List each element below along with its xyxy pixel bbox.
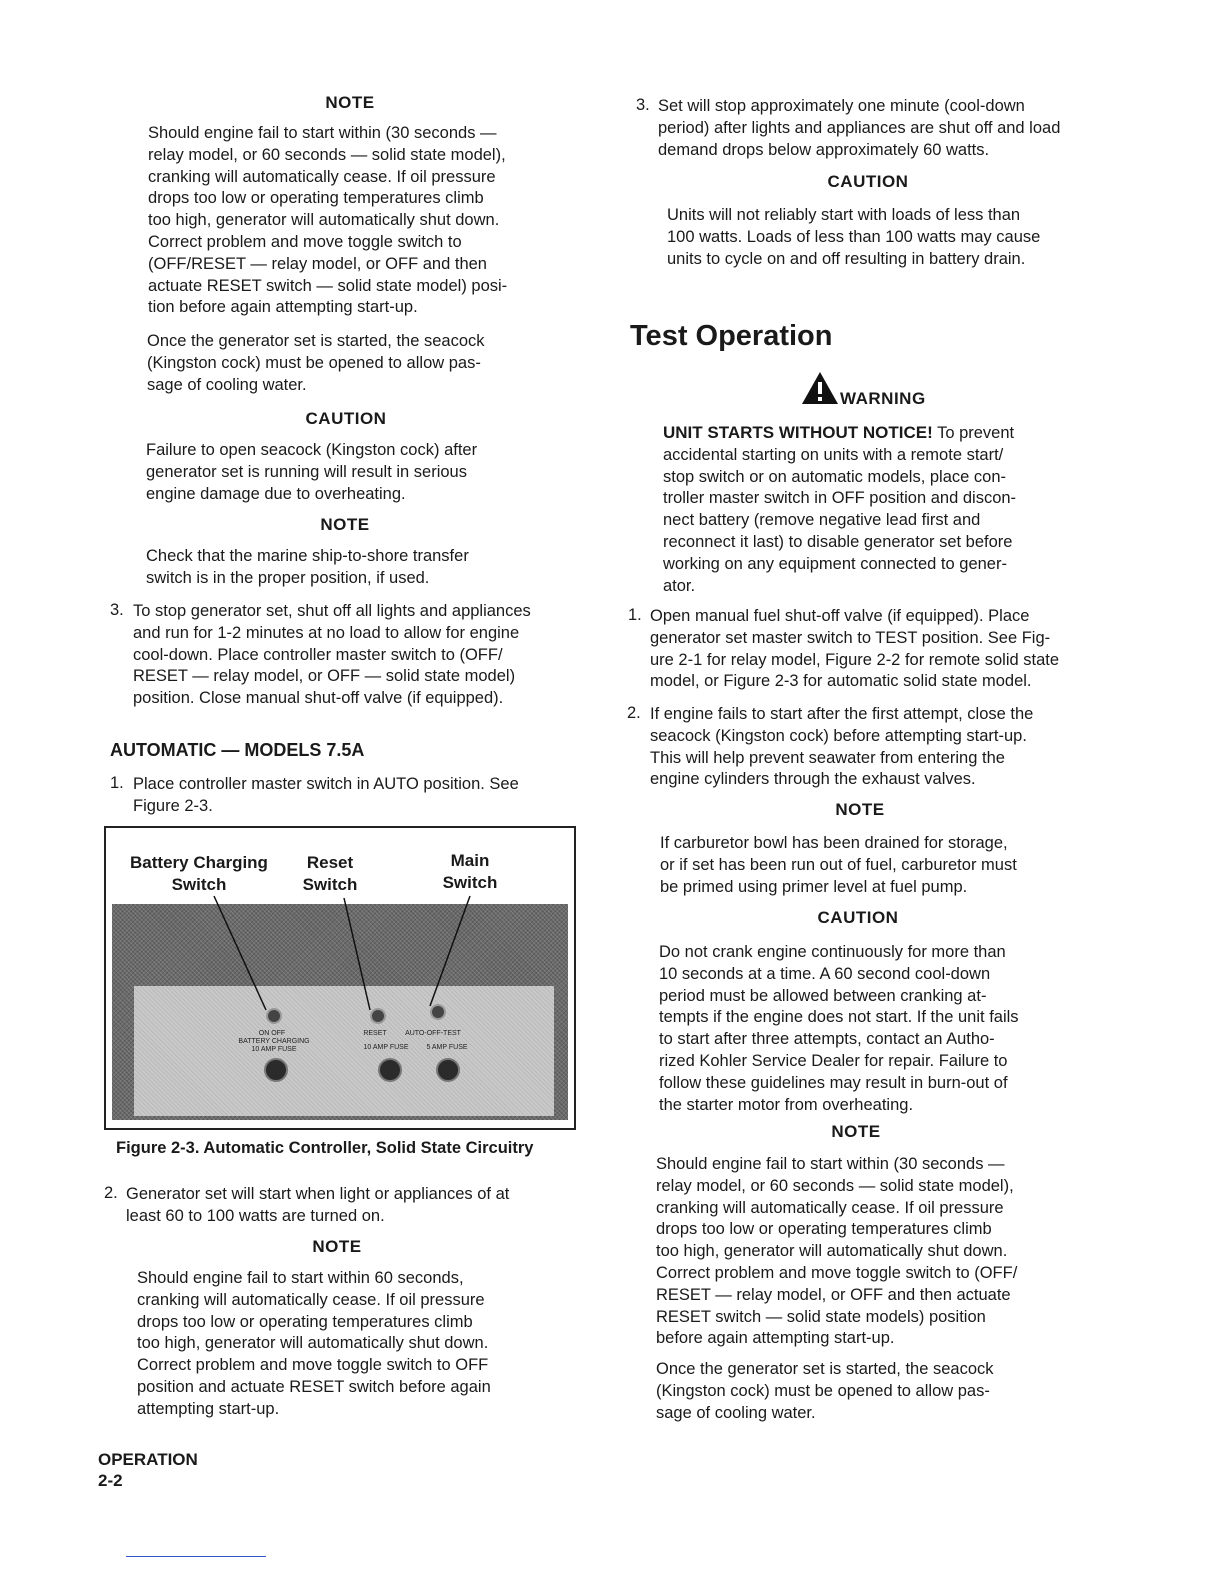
panel-label-auto: AUTO-OFF-TEST — [405, 1030, 461, 1037]
step-number: 1. — [628, 606, 642, 624]
section-title: Test Operation — [630, 320, 833, 352]
figure-caption: Figure 2-3. Automatic Controller, Solid State Circuitry — [116, 1139, 534, 1157]
warning-lead: UNIT STARTS WITHOUT NOTICE! — [663, 423, 933, 442]
step-text: To stop generator set, shut off all lights and appliances and run for 1-2 minutes at no load to allow for engine cool-down. Place controller master switch to (OFF/ RESET — relay model, or OFF — solid state model) position. Close manual shut-off valve (if equipped). — [133, 602, 531, 708]
panel-label-reset: RESET — [363, 1030, 387, 1037]
step-text: Open manual fuel shut-off valve (if equipped). Place generator set master switch to TEST position. See Fig- ure 2-1 for relay model, Figure 2-2 for remote solid state model, or Figure 2-3 for automatic solid state model. — [650, 607, 1060, 691]
caution-text: Failure to open seacock (Kingston cock) after generator set is running will result in serious engine damage due to overheating. — [146, 441, 478, 503]
seacock-paragraph: Once the generator set is started, the seacock (Kingston cock) must be opened to allow pas- sage of cooling water. — [147, 332, 485, 394]
caution-heading: CAUTION — [827, 172, 909, 191]
warning-triangle-icon — [800, 370, 840, 406]
main-switch-label: Main Switch — [442, 851, 498, 892]
note-heading: NOTE — [312, 1237, 362, 1256]
step-number: 3. — [110, 601, 124, 619]
note-text: Check that the marine ship-to-shore transfer switch is in the proper position, if used. — [146, 547, 469, 587]
warning-text: UNIT STARTS WITHOUT NOTICE! To prevent accidental starting on units with a remote start/ stop switch or on automatic models, place con- troller master switch in OFF position and discon- nect battery (remove negative lead first and reconnect it last) to disable generator set before working on any equipment connected to gener- ator. — [663, 423, 1017, 595]
panel-label-fuse: 5 AMP FUSE — [426, 1044, 468, 1051]
warning-heading: WARNING — [840, 389, 926, 408]
note-text: Should engine fail to start within 60 seconds, cranking will automatically cease. If oil pressure drops too low or operating temperatures climb too high, generator will automatically shut down. Correct problem and move toggle switch to OFF position and actuate RESET switch before again attempting start-up. — [137, 1269, 491, 1418]
panel-label-fuse: 10 AMP FUSE — [363, 1044, 409, 1051]
step-text: Place controller master switch in AUTO position. See Figure 2-3. — [133, 775, 519, 815]
note-heading: NOTE — [325, 93, 375, 112]
panel-label-fuse: 10 AMP FUSE — [251, 1046, 297, 1053]
step-number: 1. — [110, 774, 124, 792]
step-number: 2. — [627, 704, 641, 722]
page-footer — [98, 1449, 198, 1491]
step-text: Generator set will start when light or appliances of at least 60 to 100 watts are turned on. — [126, 1185, 510, 1225]
controller-figure — [104, 826, 576, 1130]
step-number: 2. — [104, 1184, 118, 1202]
note-text: If carburetor bowl has been drained for storage, or if set has been run out of fuel, carburetor must be primed using primer level at fuel pump. — [660, 834, 1017, 896]
note-text: Should engine fail to start within (30 seconds — relay model, or 60 seconds — solid state model), cranking will automatically cease. If oil pressure drops too low or operating temperatures climb too high, generator will automatically shut down. Correct problem and move toggle switch to (OFF/RESET — relay model, or OFF and then actuate RESET switch — solid state model) posi- tion before again attempting start-up. — [148, 124, 508, 317]
step-text: Set will stop approximately one minute (cool-down period) after lights and appliances are shut off and load demand drops below approximately 60 watts. — [658, 97, 1061, 159]
panel-label-battery: BATTERY CHARGING — [238, 1038, 310, 1045]
step-text: If engine fails to start after the first attempt, close the seacock (Kingston cock) before attempting start-up. This will help prevent seawater from entering the engine cylinders through the exhaust valves. — [650, 705, 1034, 789]
page-number: 2-2 — [98, 1471, 123, 1490]
note-heading: NOTE — [831, 1122, 881, 1141]
panel-label-on-off: ON OFF — [258, 1030, 286, 1037]
automatic-models-heading: AUTOMATIC — MODELS 7.5A — [110, 740, 365, 760]
bottom-rule — [126, 1556, 266, 1557]
step-number: 3. — [636, 96, 650, 114]
caution-text: Units will not reliably start with loads of less than 100 watts. Loads of less than 100 watts may cause units to cycle on and off resulting in battery drain. — [667, 206, 1041, 268]
callout-lines — [106, 828, 574, 1128]
battery-charging-switch-label: Battery Charging Switch — [130, 853, 268, 894]
reset-switch-label: Reset Switch — [302, 853, 358, 894]
caution-heading: CAUTION — [305, 409, 387, 428]
note-text: Should engine fail to start within (30 seconds — relay model, or 60 seconds — solid state model), cranking will automatically cease. If oil pressure drops too low or operating temperatures climb too high, generator will automatically shut down. Correct problem and move toggle switch to (OFF/ RESET — relay model, or OFF and then actuate RESET switch — solid state models) position before again attempting start-up. — [656, 1155, 1018, 1348]
note-heading: NOTE — [835, 800, 885, 819]
seacock-paragraph: Once the generator set is started, the seacock (Kingston cock) must be opened to allow pas- sage of cooling water. — [656, 1360, 994, 1422]
caution-text: Do not crank engine continuously for more than 10 seconds at a time. A 60 second cool-down period must be allowed between cranking at- tempts if the engine does not start. If the unit fails to start after three attempts, contact an Autho- rized Kohler Service Dealer for repair. Failure to follow these guidelines may result in burn-out of the starter motor from overheating. — [659, 943, 1019, 1114]
note-heading: NOTE — [320, 515, 370, 534]
footer-section: OPERATION — [98, 1450, 198, 1469]
caution-heading: CAUTION — [817, 908, 899, 927]
